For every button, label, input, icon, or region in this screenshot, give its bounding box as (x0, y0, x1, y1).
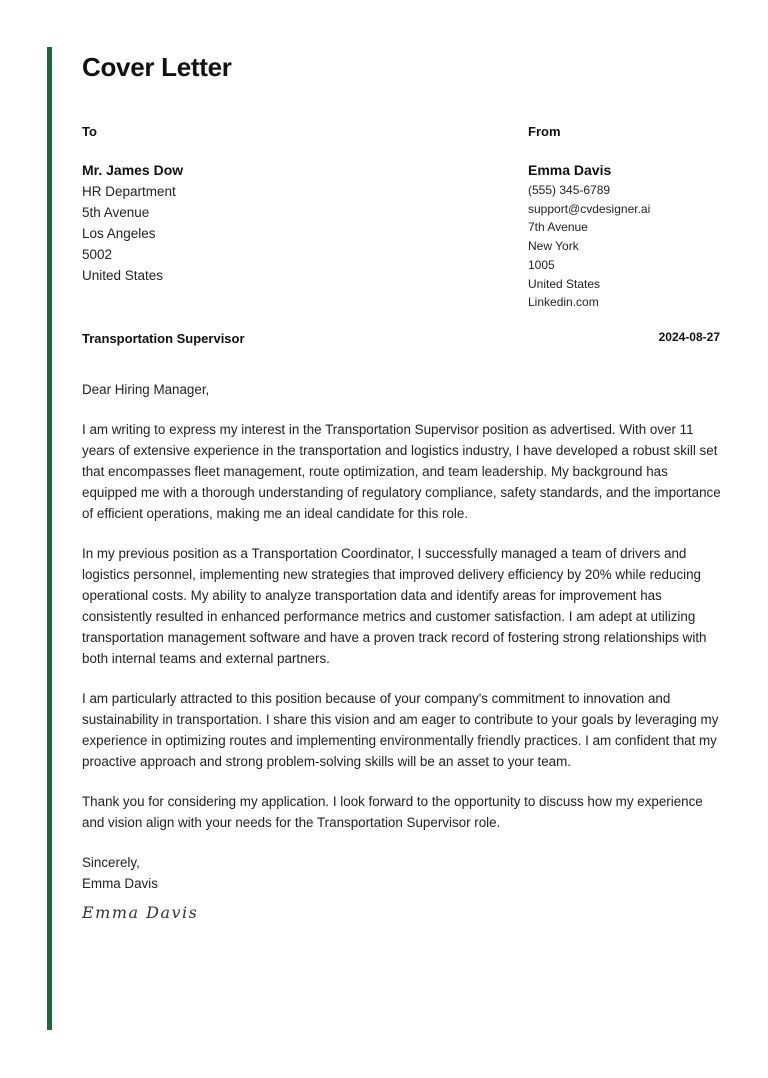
letter-paragraph: I am writing to express my interest in the Transportation Supervisor position as advertised. With over 11 years of extensive experience in the transportation and logistics industry, I have developed a robust skill set that encompasses fleet management, route optimization, and team leadership. My background has equipped me with a thorough understanding of regulatory compliance, safety standards, and the importance of efficient operations, making me an ideal candidate for this role. (82, 422, 721, 521)
sender-name: Emma Davis (528, 162, 612, 178)
letter-paragraph: I am particularly attracted to this position because of your company's commitment to innovation and sustainability in transportation. I share this vision and am eager to contribute to your goals by leveraging my experience in optimizing routes and implementing environmentally friendly practices. I am confident that my proactive approach and strong problem-solving skills will be an asset to your team. (82, 691, 719, 769)
letter-paragraph: Thank you for considering my application. I look forward to the opportunity to discuss how my experience and vision align with your needs for the Transportation Supervisor role. (82, 794, 703, 830)
letter-closing: Sincerely, (82, 855, 140, 870)
letter-body (82, 379, 722, 923)
sender-phone: (555) 345-6789 (528, 183, 611, 197)
recipient-country: United States (82, 268, 164, 283)
to-label: To (82, 124, 97, 139)
recipient-name: Mr. James Dow (82, 162, 184, 178)
letter-closing-name: Emma Davis (82, 876, 158, 891)
sender-country: United States (528, 276, 601, 291)
recipient-street: 5th Avenue (82, 205, 150, 220)
accent-bar (47, 47, 52, 1030)
sender-linkedin: Linkedin.com (528, 295, 599, 310)
recipient-city: Los Angeles (82, 226, 156, 241)
handwritten-signature: Emma Davis (82, 903, 199, 922)
letter-date: 2024-08-27 (658, 330, 720, 344)
letter-paragraph: In my previous position as a Transportation Coordinator, I successfully managed a team of drivers and logistics personnel, implementing new strategies that improved delivery efficiency by 20% while reducing operational costs. My ability to analyze transportation data and identify areas for improvement has consistently resulted in enhanced performance metrics and customer satisfaction. I am adept at utilizing transportation management software and have a proven track record of fostering strong relationships with both internal teams and external partners. (82, 546, 707, 666)
from-label: From (528, 124, 561, 139)
sender-block (528, 160, 650, 312)
sender-zip: 1005 (528, 257, 555, 272)
sender-email: support@cvdesigner.ai (528, 201, 651, 216)
recipient-department: HR Department (82, 184, 176, 199)
recipient-block (82, 160, 183, 286)
sender-street: 7th Avenue (528, 220, 588, 235)
recipient-zip: 5002 (82, 247, 113, 262)
sender-city: New York (528, 239, 579, 254)
letter-subject: Transportation Supervisor (82, 331, 245, 346)
letter-greeting: Dear Hiring Manager, (82, 382, 210, 397)
page-title: Cover Letter (82, 52, 232, 82)
